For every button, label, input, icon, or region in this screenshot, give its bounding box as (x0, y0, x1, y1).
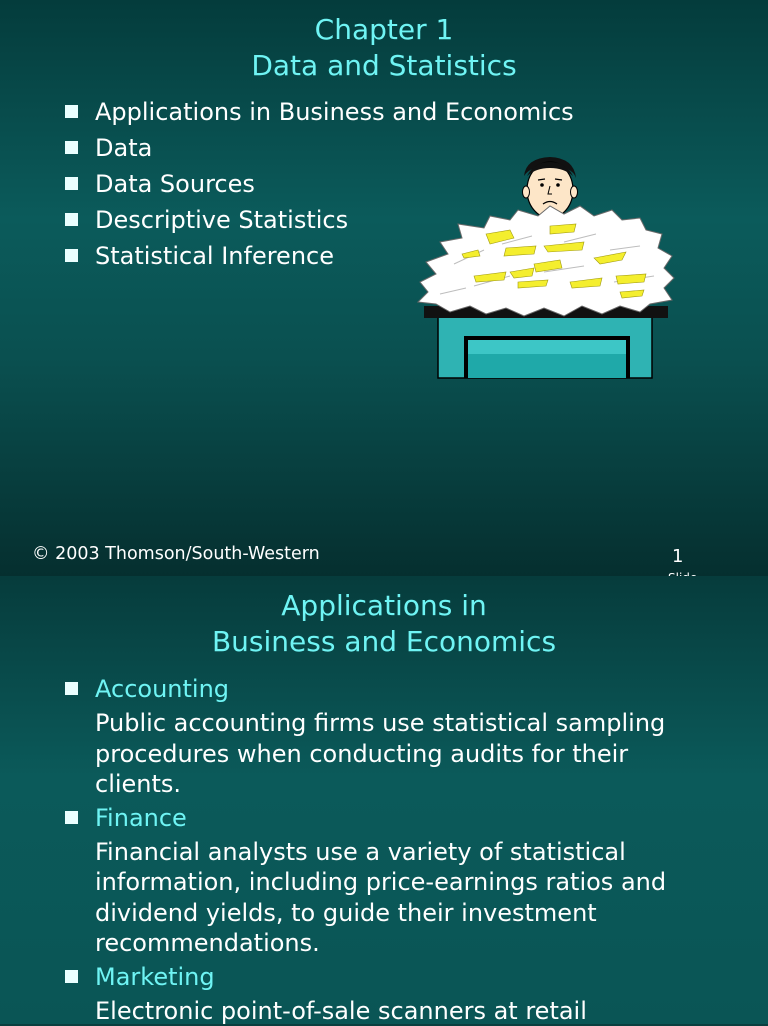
copyright-footer: © 2003 Thomson/South-Western (32, 544, 320, 564)
section-item-marketing (95, 959, 715, 1026)
slide-label-cut (668, 568, 708, 576)
bullet-square-icon (65, 682, 78, 695)
slide-1-title-line-2: Data and Statistics (0, 48, 768, 84)
slide-1-title (0, 12, 768, 84)
section-body: Electronic point-of-sale scanners at retail (95, 995, 715, 1026)
slide-2-section-list (95, 671, 715, 1026)
slide-2-title-line-1: Applications in (0, 588, 768, 624)
bullet-text: Data Sources (95, 170, 255, 198)
section-item-finance (95, 800, 715, 959)
bullet-text: Applications in Business and Economics (95, 98, 574, 126)
bullet-square-icon (65, 811, 78, 824)
bullet-square-icon (65, 141, 78, 154)
slide-1-title-line-1: Chapter 1 (0, 12, 768, 48)
bullet-text: Descriptive Statistics (95, 206, 348, 234)
section-body: Financial analysts use a variety of statistical information, including price-earnings ratios and dividend yields, to guide their investment recommendations. (95, 836, 715, 959)
section-item-accounting (95, 671, 715, 800)
slide-2-title (0, 588, 768, 660)
section-heading: Accounting (95, 671, 715, 707)
bullet-text: Data (95, 134, 152, 162)
bullet-square-icon (65, 213, 78, 226)
bullet-square-icon (65, 249, 78, 262)
person-buried-in-papers-icon (414, 154, 676, 382)
slide-2 (0, 576, 768, 1024)
slide-2-title-line-2: Business and Economics (0, 624, 768, 660)
bullet-square-icon (65, 105, 78, 118)
section-heading: Finance (95, 800, 715, 836)
section-body: Public accounting firms use statistical sampling procedures when conducting audits for their clients. (95, 707, 715, 800)
bullet-text: Statistical Inference (95, 242, 334, 270)
slide-number: 1 (672, 546, 683, 567)
bullet-square-icon (65, 970, 78, 983)
bullet-square-icon (65, 177, 78, 190)
bullet-item (95, 94, 574, 130)
section-heading: Marketing (95, 959, 715, 995)
